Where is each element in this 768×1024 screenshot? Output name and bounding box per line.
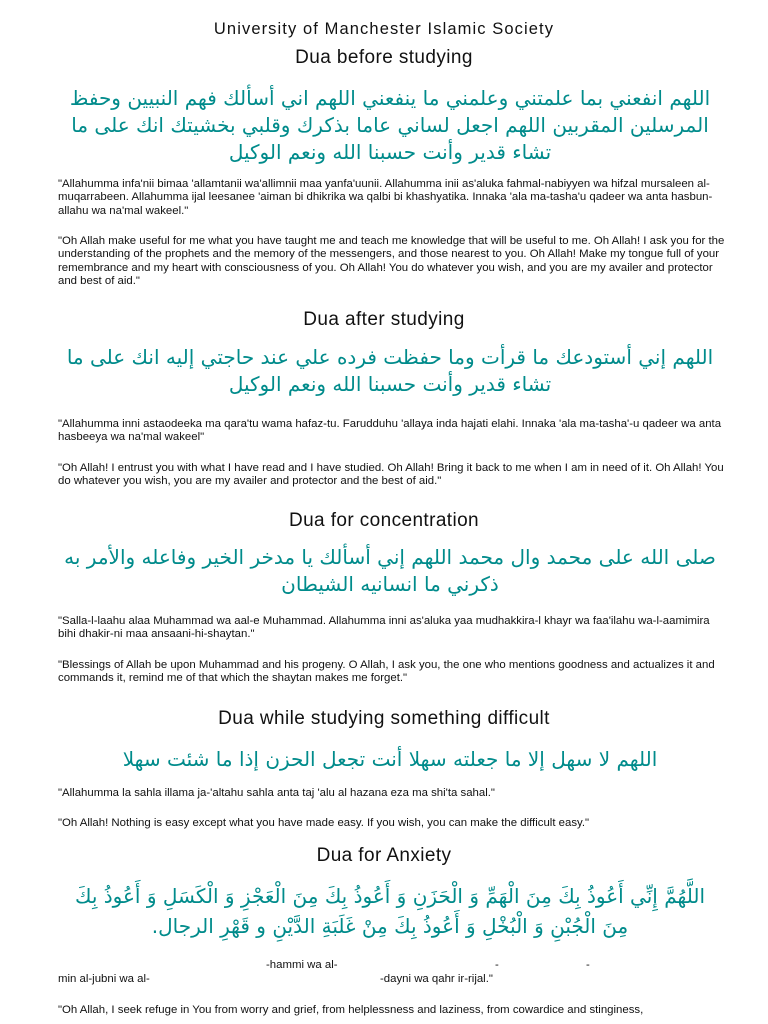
translation-difficult: "Oh Allah! Nothing is easy except what you have made easy. If you wish, you can make the difficult easy.": [58, 817, 590, 829]
translation-after-studying: "Oh Allah! I entrust you with what I have read and I have studied. Oh Allah! Bring it back to me when I am in need of it. Oh Allah! You do whatever you wish, you are my availer and protector and the best of aid.": [58, 462, 724, 488]
arabic-text-after-studying: اللهم إني أستودعك ما قرأت وما حفظت فرده علي عند حاجتي إليه انك على ما تشاء قدير وأنت حسبنا الله ونعم الوكيل: [66, 345, 714, 396]
arabic-text-anxiety: اللَّهُمَّ إِنِّي أَعُوذُ بِكَ مِنَ الْهَمِّ وَ الْحَزَنِ وَ أَعُوذُ بِكَ مِنَ الْعَجْزِ وَ الْكَسَلِ وَ أَعُوذُ بِكَ مِنَ الْجُبْنِ وَ الْبُخْلِ وَ أَعُوذُ بِكَ مِنْ غَلَبَةِ الدَّيْنِ و قَهْرِ الرجال.: [74, 884, 706, 938]
page-header: University of Manchester Islamic Society: [213, 20, 555, 38]
section-heading-after-studying: Dua after studying: [303, 309, 465, 330]
translation-anxiety: "Oh Allah, I seek refuge in You from worry and grief, from helplessness and laziness, from cowardice and stinginess,: [58, 1004, 644, 1016]
transliteration-fragment: min al-jubni wa al-: [58, 973, 150, 985]
transliteration-fragment: -hammi wa al-: [266, 959, 338, 971]
transliteration-fragment: -: [586, 959, 590, 971]
section-heading-difficult: Dua while studying something difficult: [218, 708, 550, 729]
arabic-text-concentration: صلى الله على محمد وال محمد اللهم إني أسألك يا مدخر الخير وفاعله والأمر به ذكرني ما انسانيه الشيطان: [64, 545, 716, 596]
translation-concentration: "Blessings of Allah be upon Muhammad and his progeny. O Allah, I ask you, the one who mentions goodness and actualizes it and commands it, remind me of that which the shaytan makes me forget.": [58, 659, 715, 685]
section-heading-anxiety: Dua for Anxiety: [316, 845, 452, 866]
section-heading-concentration: Dua for concentration: [288, 510, 480, 531]
section-heading-before-studying: Dua before studying: [295, 47, 473, 68]
transliteration-concentration: "Salla-l-laahu alaa Muhammad wa aal-e Muhammad. Allahumma inni as'aluka yaa mudhakkira-l khayr wa faa'ilahu wa-l-aamimira bihi dhakir-ni maa ansaani-hi-shaytan.": [58, 615, 710, 641]
transliteration-before-studying: "Allahumma infa'nii bimaa 'allamtanii wa'allimnii maa yanfa'uunii. Allahumma inii as'aluka fahmal-nabiyyen wa hifzal mursaleen al-muqarrabeen. Allahumma ijal leesanee 'aiman bi dhikrika wa qalbi bi khashyatika. Innaka 'ala ma-tasha'u qadeer wa anta hasbun-allahu wa na'mal wakeel.": [58, 178, 713, 217]
transliteration-difficult: "Allahumma la sahla illama ja-'altahu sahla anta taj 'alu al hazana eza ma shi'ta sahal.": [58, 787, 495, 799]
arabic-text-difficult: اللهم لا سهل إلا ما جعلته سهلا أنت تجعل الحزن إذا ما شئت سهلا: [122, 747, 658, 771]
transliteration-fragment: -dayni wa qahr ir-rijal.": [380, 973, 493, 985]
transliteration-after-studying: "Allahumma inni astaodeeka ma qara'tu wama hafaz-tu. Farudduhu 'allaya inda hajati elahi. Innaka 'ala ma-tasha'-u qadeer wa anta hasbeeya wa na'mal wakeel": [58, 418, 722, 444]
translation-before-studying: "Oh Allah make useful for me what you have taught me and teach me knowledge that will be useful to me. Oh Allah! I ask you for the understanding of the prophets and the memory of the messengers, and those nearest to you. Oh Allah! Make my tongue full of your remembrance and my heart with consciousness of you. Oh Allah! You do whatever you wish, and you are my availer and protector and best of aid.": [58, 235, 725, 288]
arabic-text-before-studying: اللهم انفعني بما علمتني وعلمني ما ينفعني اللهم اني أسألك فهم النبيين وحفظ المرسلين المقربين اللهم اجعل لساني عاما بذكرك وقلبي بخشيتك انك على ما تشاء قدير وأنت حسبنا الله ونعم الوكيل: [69, 86, 711, 164]
transliteration-fragment: -: [495, 959, 499, 971]
